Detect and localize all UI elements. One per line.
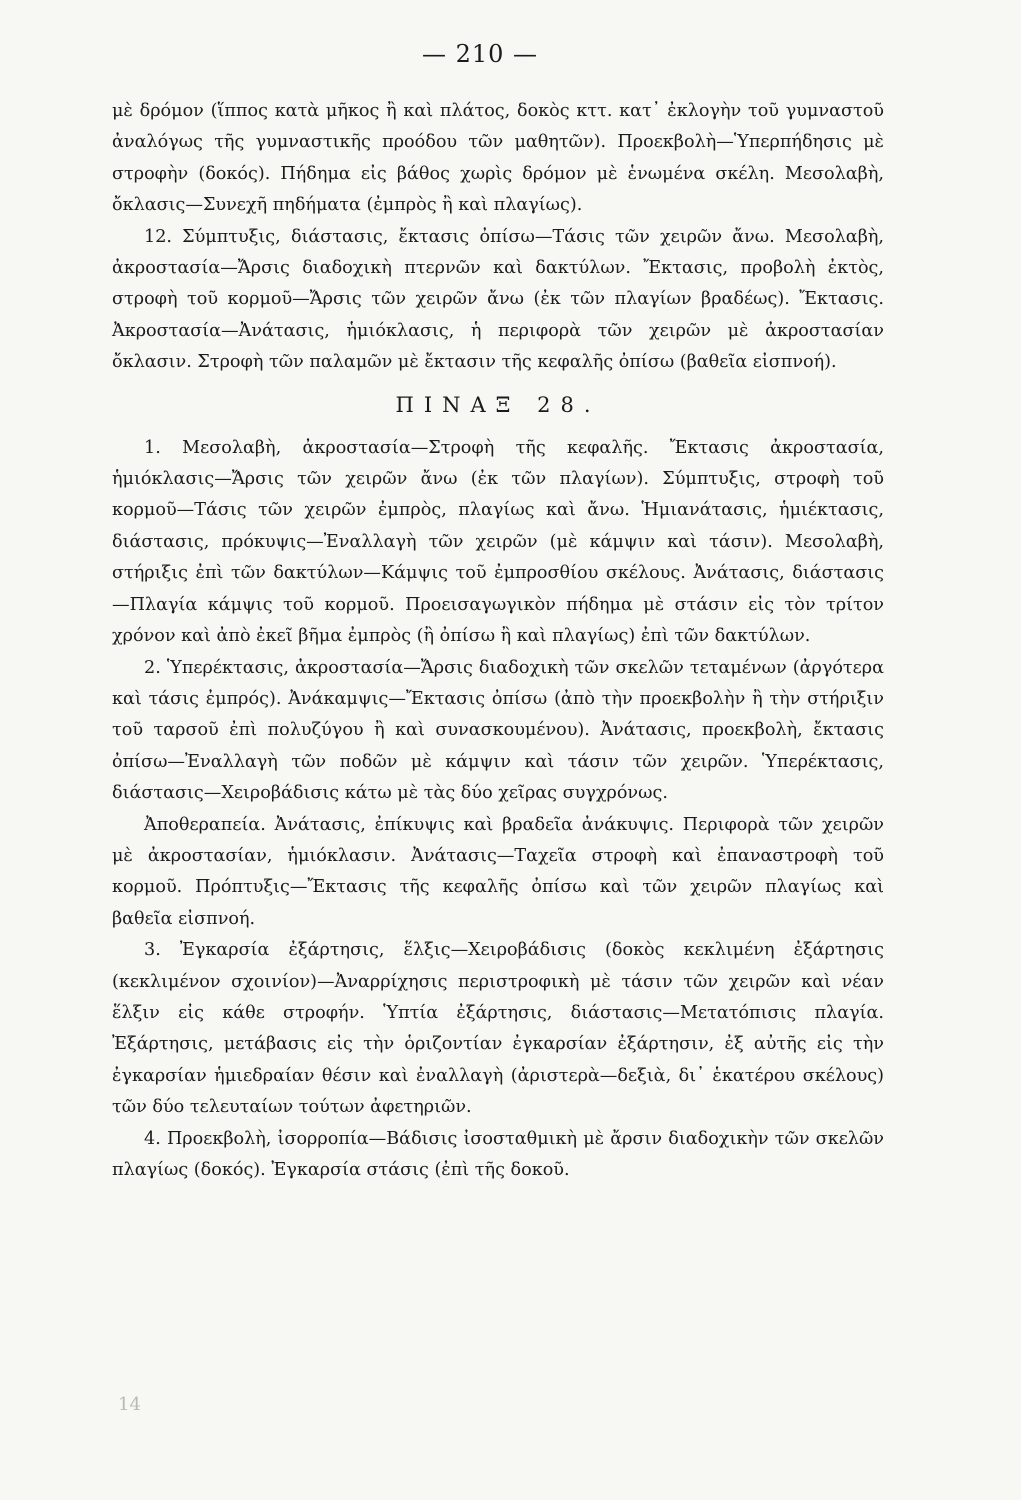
footer-signature-mark: 14: [118, 1394, 141, 1415]
paragraph-apotherapeia: Ἀποθεραπεία. Ἀνάτασις, ἐπίκυψις καὶ βραδεῖα ἀνάκυψις. Περιφορὰ τῶν χειρῶν μὲ ἀκροστασίαν, ἡμιόκλασιν. Ἀνάτασις—Ταχεῖα στροφὴ καὶ ἐπαναστροφὴ τοῦ κορμοῦ. Πρόπτυξις—Ἔκτασις τῆς κεφαλῆς ὀπίσω καὶ τῶν χειρῶν πλαγίως καὶ βαθεῖα εἰσπνοή.: [112, 814, 884, 929]
paragraph-4: 4. Προεκβολὴ, ἰσορροπία—Βάδισις ἰσοσταθμικὴ μὲ ἄρσιν διαδοχικὴν τῶν σκελῶν πλαγίως (δοκός). Ἐγκαρσία στάσις (ἐπὶ τῆς δοκοῦ.: [112, 1128, 884, 1180]
paragraph-3: 3. Ἐγκαρσία ἐξάρτησις, ἕλξις—Χειροβάδισις (δοκὸς κεκλιμένη ἐξάρτησις (κεκλιμένον σχοινίον)—Ἀναρρίχησις περιστροφικὴ μὲ τάσιν τῶν χειρῶν καὶ νέαν ἕλξιν εἰς κάθε στροφήν. Ὑπτία ἐξάρτησις, διάστασις—Μετατόπισις πλαγία. Ἐξάρτησις, μετάβασις εἰς τὴν ὁριζοντίαν ἐγκαρσίαν ἐξάρτησιν, ἐξ αὐτῆς εἰς τὴν ἐγκαρσίαν ἡμιεδραίαν θέσιν καὶ ἐναλλαγὴ (ἀριστερὰ—δεξιὰ, δι᾽ ἑκατέρου σκέλους) τῶν δύο τελευταίων τούτων ἀφετηριῶν.: [112, 940, 884, 1118]
body-text: [112, 96, 884, 1186]
paragraph-2: 2. Ὑπερέκτασις, ἀκροστασία—Ἄρσις διαδοχικὴ τῶν σκελῶν τεταμένων (ἀργότερα καὶ τάσις ἐμπρός). Ἀνάκαμψις—Ἔκτασις ὀπίσω (ἀπὸ τὴν προεκβολὴν ἢ τὴν στήριξιν τοῦ ταρσοῦ ἐπὶ πολυζύγου ἢ καὶ συνασκουμένου). Ἀνάτασις, προεκβολὴ, ἔκτασις ὀπίσω—Ἐναλλαγὴ τῶν ποδῶν μὲ κάμψιν καὶ τάσιν τῶν χειρῶν. Ὑπερέκτασις, διάστασις—Χειροβάδισις κάτω μὲ τὰς δύο χεῖρας συγχρόνως.: [112, 657, 884, 804]
paragraph-1: 1. Μεσολαβὴ, ἀκροστασία—Στροφὴ τῆς κεφαλῆς. Ἔκτασις ἀκροστασία, ἡμιόκλασις—Ἄρσις τῶν χειρῶν ἄνω (ἐκ τῶν πλαγίων). Σύμπτυξις, στροφὴ τοῦ κορμοῦ—Τάσις τῶν χειρῶν ἐμπρὸς, πλαγίως καὶ ἄνω. Ἡμιανάτασις, ἡμιέκτασις, διάστασις, πρόκυψις—Ἐναλλαγὴ τῶν χειρῶν (μὲ κάμψιν καὶ τάσιν). Μεσολαβὴ, στήριξις ἐπὶ τῶν δακτύλων—Κάμψις τοῦ ἐμπροσθίου σκέλους. Ἀνάτασις, διάστασις—Πλαγία κάμψις τοῦ κορμοῦ. Προεισαγωγικὸν πήδημα μὲ στάσιν εἰς τὸν τρίτον χρόνον καὶ ἀπὸ ἐκεῖ βῆμα ἐμπρὸς (ἢ ὀπίσω ἢ καὶ πλαγίως) ἐπὶ τῶν δακτύλων.: [112, 437, 884, 647]
section-heading: ΠΙΝΑΞ 28.: [395, 392, 601, 417]
intro-paragraph: μὲ δρόμον (ἵππος κατὰ μῆκος ἢ καὶ πλάτος, δοκὸς κττ. κατ᾽ ἐκλογὴν τοῦ γυμναστοῦ ἀναλόγως τῆς γυμναστικῆς προόδου τῶν μαθητῶν). Προεκβολὴ—Ὑπερπήδησις μὲ στροφὴν (δοκός). Πήδημα εἰς βάθος χωρὶς δρόμον μὲ ἑνωμένα σκέλη. Μεσολαβὴ, ὄκλασις—Συνεχῆ πηδήματα (ἐμπρὸς ἢ καὶ πλαγίως).: [112, 101, 884, 216]
page-number: — 210 —: [421, 40, 539, 68]
paragraph-12: 12. Σύμπτυξις, διάστασις, ἔκτασις ὀπίσω—Τάσις τῶν χειρῶν ἄνω. Μεσολαβὴ, ἀκροστασία—Ἄρσις διαδοχικὴ πτερνῶν καὶ δακτύλων. Ἔκτασις, προβολὴ ἐκτὸς, στροφὴ τοῦ κορμοῦ—Ἄρσις τῶν χειρῶν ἄνω (ἐκ τῶν πλαγίων βραδέως). Ἔκτασις. Ἀκροστασία—Ἀνάτασις, ἡμιόκλασις, ἡ περιφορὰ τῶν χειρῶν μὲ ἀκροστασίαν ὄκλασιν. Στροφὴ τῶν παλαμῶν μὲ ἔκτασιν τῆς κεφαλῆς ὀπίσω (βαθεῖα εἰσπνοή).: [112, 226, 884, 373]
